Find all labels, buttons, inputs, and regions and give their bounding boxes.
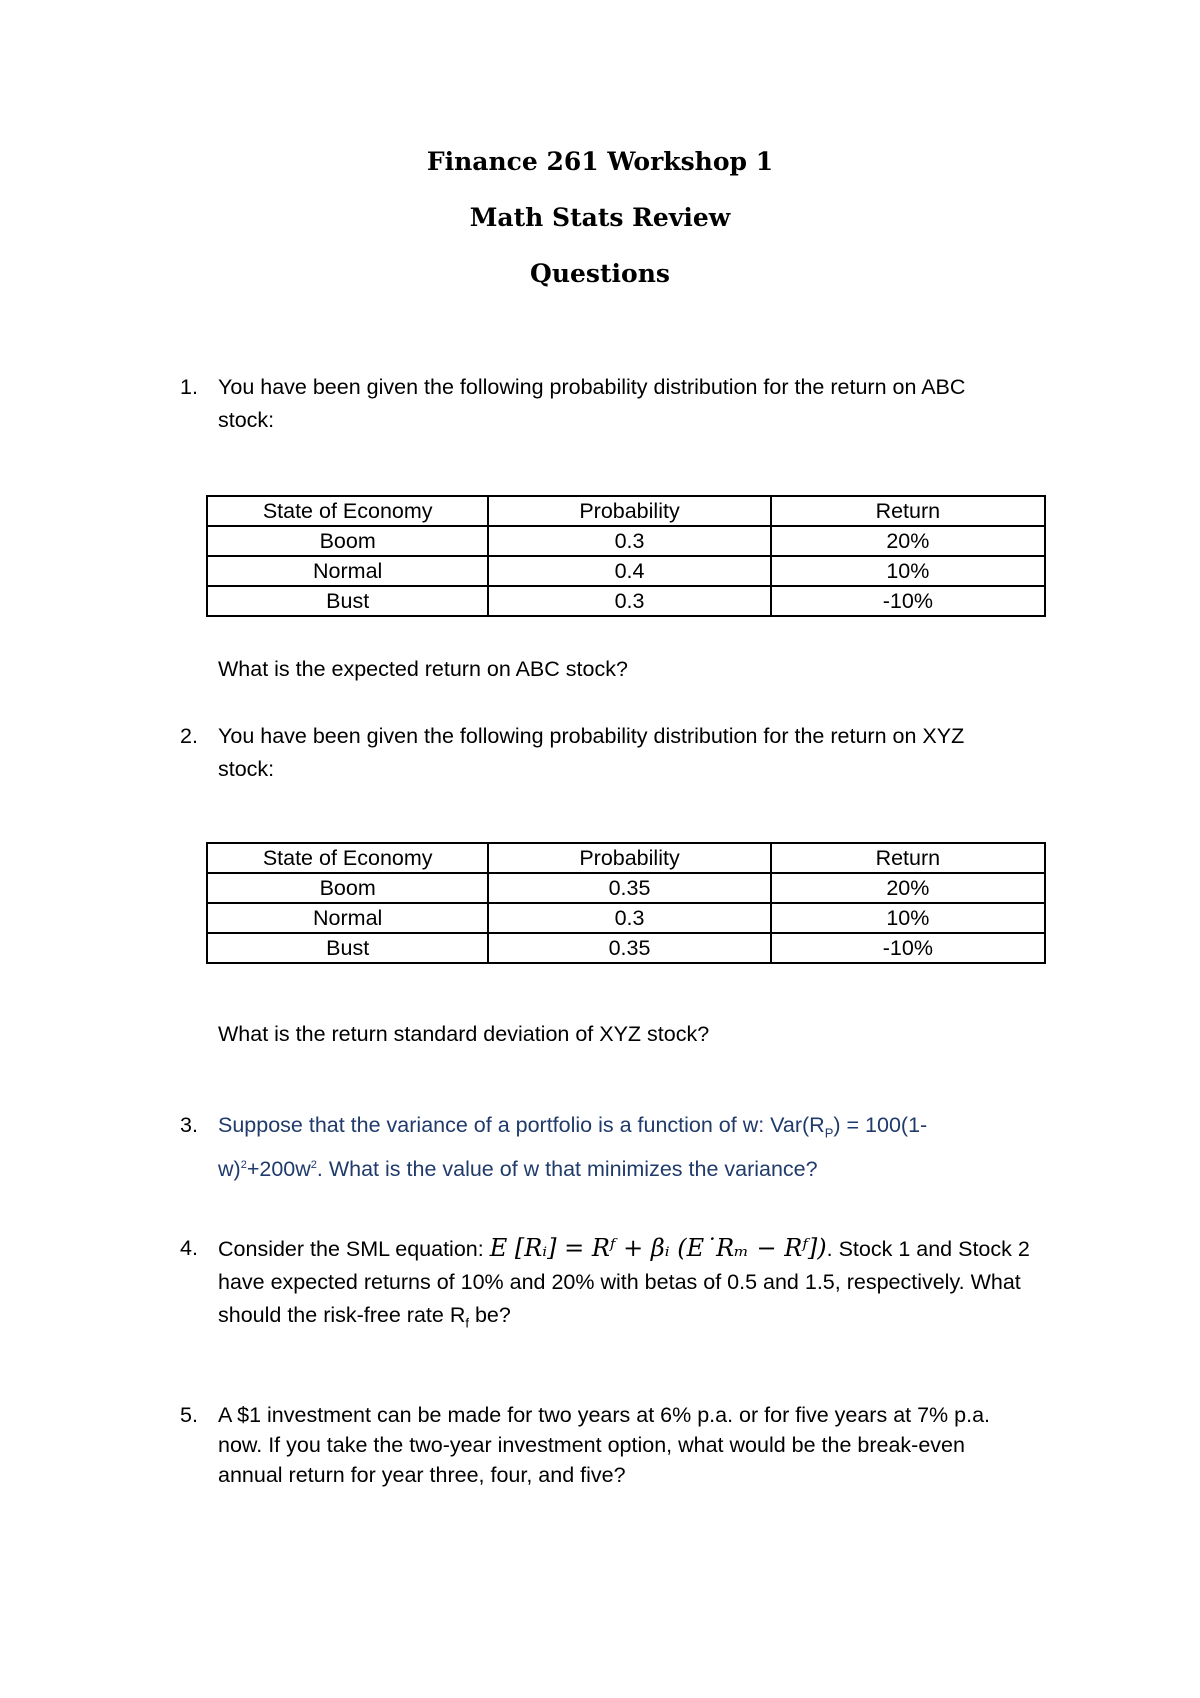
- question-2-prompt: What is the return standard deviation of XYZ stock?: [218, 1022, 710, 1046]
- table-cell: 20%: [771, 873, 1045, 903]
- table-row: [207, 873, 1045, 903]
- table-row: [207, 586, 1045, 616]
- question-number: 3.: [180, 1113, 198, 1137]
- table-cell: 0.35: [488, 933, 770, 963]
- question-number: 1.: [180, 375, 198, 399]
- table-cell: Bust: [207, 586, 488, 616]
- question-5: [180, 1400, 1060, 1490]
- table-cell: Boom: [207, 526, 488, 556]
- table-row: [207, 903, 1045, 933]
- column-header: State of Economy: [207, 843, 488, 873]
- table-header-row: [207, 843, 1045, 873]
- document-subtitle: Math Stats Review: [469, 203, 731, 232]
- xyz-distribution-table: [206, 842, 1046, 964]
- question-4: 4. Consider the SML equation: E [Rᵢ] = Rᶠ + βᵢ (E˙Rₘ − Rᶠ]). Stock 1 and Stock 2 have expected returns of 10% and 20% with betas of 0.5 and 1.5, respectively. What should the risk-free rate $R_f$ be?: [180, 1232, 1060, 1339]
- table-cell: Normal: [207, 556, 488, 586]
- table-cell: 0.35: [488, 873, 770, 903]
- column-header: Probability: [488, 843, 770, 873]
- abc-distribution-table: [206, 495, 1046, 617]
- question-text-line: now. If you take the two-year investment option, what would be the break-even: [218, 1433, 965, 1457]
- table-cell: Normal: [207, 903, 488, 933]
- question-text-line: You have been given the following probability distribution for the return on ABC: [218, 375, 966, 399]
- table-cell: -10%: [771, 933, 1045, 963]
- column-header: Return: [771, 496, 1045, 526]
- table-header-row: [207, 496, 1045, 526]
- table-cell: Bust: [207, 933, 488, 963]
- column-header: State of Economy: [207, 496, 488, 526]
- table-row: [207, 556, 1045, 586]
- table-cell: -10%: [771, 586, 1045, 616]
- question-number: 4.: [180, 1236, 198, 1260]
- column-header: Probability: [488, 496, 770, 526]
- question-1-prompt: What is the expected return on ABC stock?: [218, 657, 628, 681]
- table-cell: 0.4: [488, 556, 770, 586]
- question-text-line: annual return for year three, four, and five?: [218, 1463, 626, 1487]
- question-text-line: stock:: [218, 408, 275, 432]
- question-number: 2.: [180, 724, 198, 748]
- column-header: Return: [771, 843, 1045, 873]
- table-cell: 10%: [771, 903, 1045, 933]
- table-row: [207, 526, 1045, 556]
- table-cell: 0.3: [488, 586, 770, 616]
- table-cell: 0.3: [488, 903, 770, 933]
- question-text-line: have expected returns of 10% and 20% with betas of 0.5 and 1.5, respectively. What: [218, 1270, 1021, 1294]
- document-title: Finance 261 Workshop 1: [426, 147, 774, 176]
- table-cell: 20%: [771, 526, 1045, 556]
- table-cell: 10%: [771, 556, 1045, 586]
- question-3-text: Suppose that the variance of a portfolio is a function of w: $Var(R_P) = 100(1-$ $w)^2+200w^2$. What is the value of w that minimizes the variance?: [218, 1113, 928, 1182]
- question-3: [180, 1109, 1060, 1186]
- question-number: 5.: [180, 1403, 198, 1427]
- table-cell: Boom: [207, 873, 488, 903]
- question-text-line: A $1 investment can be made for two years at 6% p.a. or for five years at 7% p.a.: [218, 1403, 991, 1427]
- table-row: [207, 933, 1045, 963]
- section-heading: Questions: [530, 259, 670, 288]
- question-2: [180, 720, 1060, 786]
- sml-equation: E [Rᵢ] = Rᶠ + βᵢ (E˙Rₘ − Rᶠ]): [489, 1234, 827, 1262]
- question-1: [180, 371, 1060, 437]
- question-text-line: stock:: [218, 757, 275, 781]
- question-text-line: You have been given the following probability distribution for the return on XYZ: [218, 724, 965, 748]
- table-cell: 0.3: [488, 526, 770, 556]
